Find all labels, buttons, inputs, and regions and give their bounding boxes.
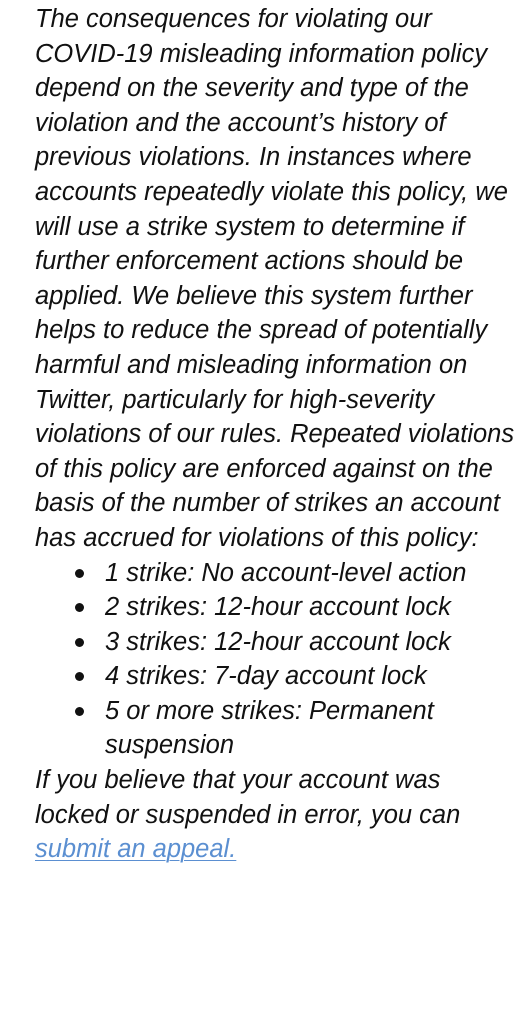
submit-appeal-link[interactable]: submit an appeal. [35, 835, 237, 864]
strike-item-text: 1 strike: No account-level action [105, 558, 467, 587]
strike-item-text: 4 strikes: 7-day account lock [105, 662, 427, 691]
strike-item-4 [105, 659, 520, 694]
strike-item-text: 3 strikes: 12-hour account lock [105, 627, 451, 656]
strike-item-3 [105, 625, 520, 660]
bullet-icon [75, 638, 84, 647]
strike-item-text: 5 or more strikes: Permanent suspension [105, 696, 434, 760]
closing-paragraph [35, 763, 520, 867]
strike-item-2 [105, 590, 520, 625]
strike-item-text: 2 strikes: 12-hour account lock [105, 593, 451, 622]
strike-list [35, 556, 520, 764]
bullet-icon [75, 707, 84, 716]
strike-item-1 [105, 556, 520, 591]
bullet-icon [75, 672, 84, 681]
bullet-icon [75, 603, 84, 612]
bullet-icon [75, 569, 84, 578]
strike-item-5 [105, 694, 520, 763]
closing-text: If you believe that your account was locked or suspended in error, you can [35, 766, 461, 829]
intro-paragraph: The consequences for violating our COVID-19 misleading information policy depend on the severity and type of the violation and the account’s history of previous violations. In instances where accounts repeatedly violate this policy, we will use a strike system to determine if further enforcement actions should be applied. We believe this system further helps to reduce the spread of potentially harmful and misleading information on Twitter, particularly for high-severity violations of our rules. Repeated violations of this policy are enforced against on the basis of the number of strikes an account has accrued for violations of this policy: [35, 5, 515, 552]
